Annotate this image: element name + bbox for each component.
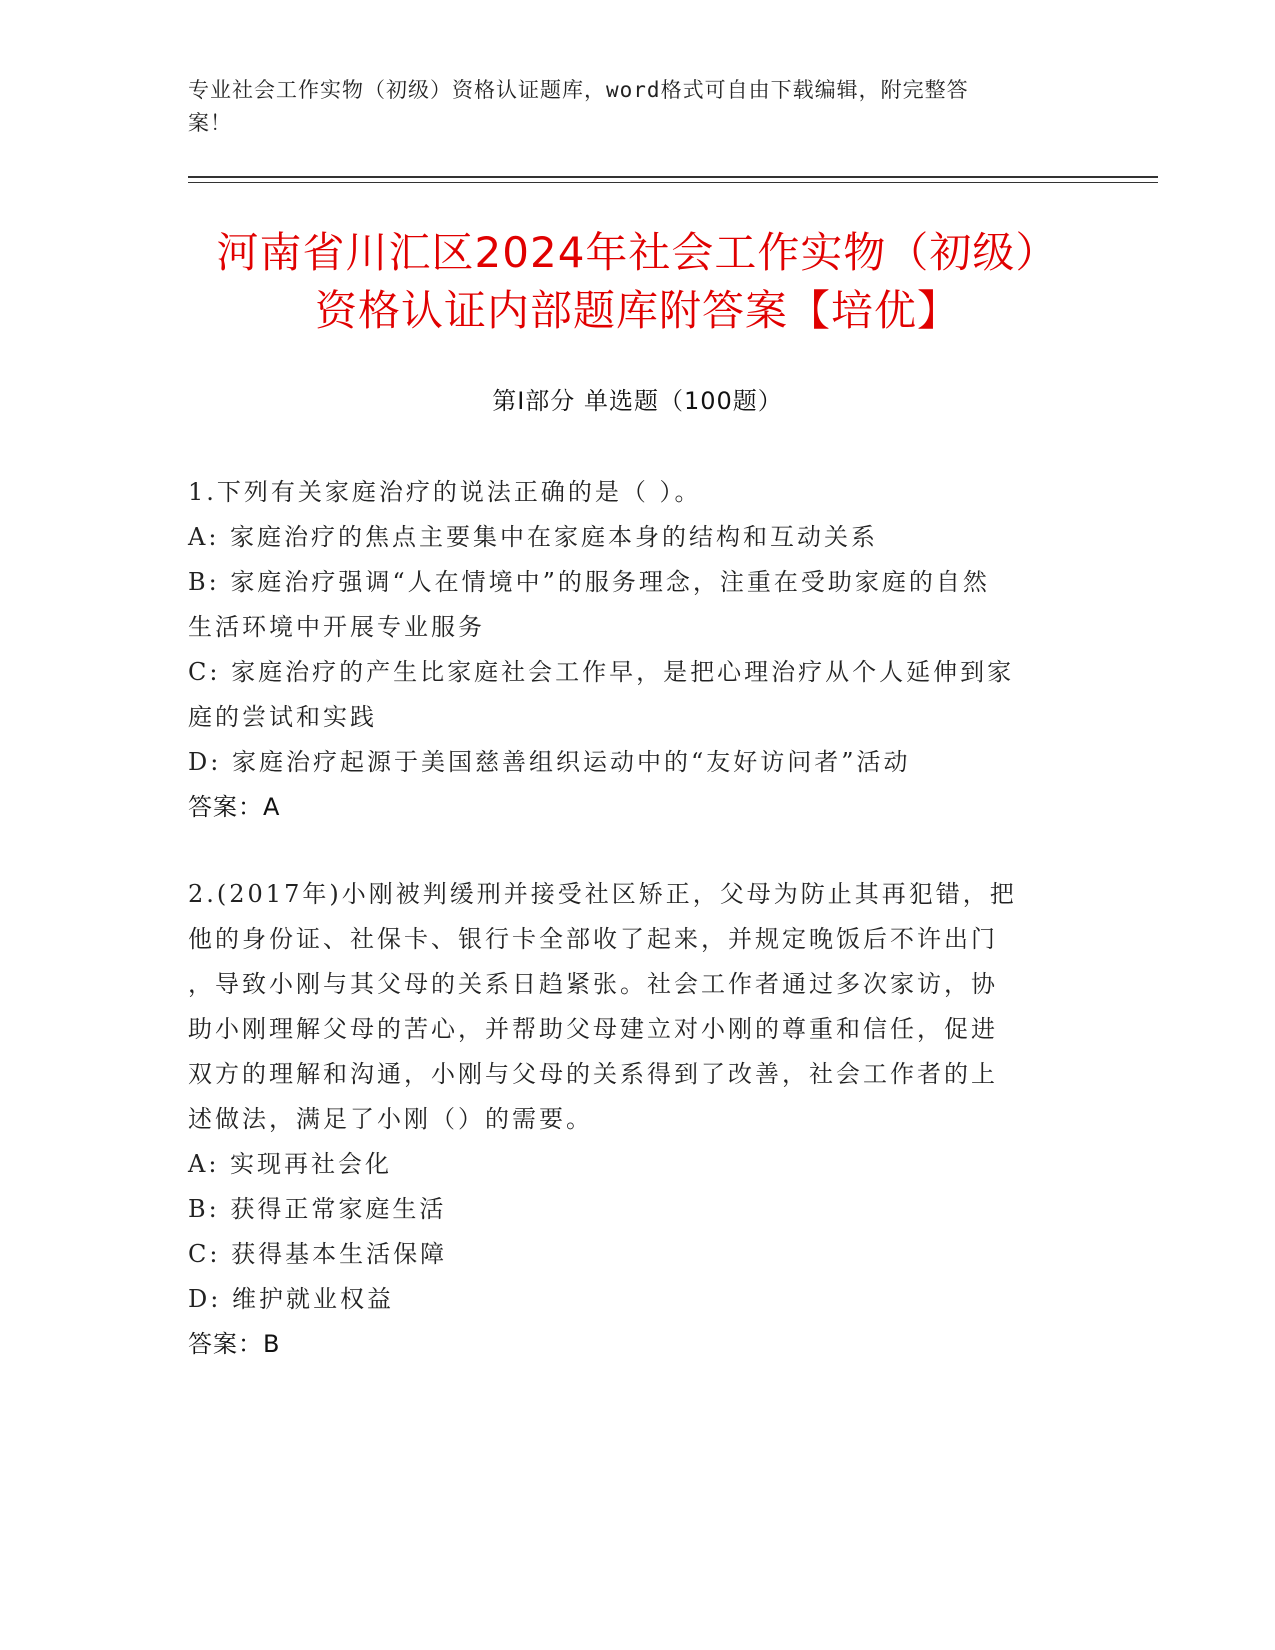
question-item xyxy=(188,470,1078,830)
answer-label: 答案： xyxy=(188,1330,263,1358)
answer-line xyxy=(188,785,1078,830)
question-stem: 1.下列有关家庭治疗的说法正确的是（ ）。 xyxy=(188,478,702,506)
section-title: 第Ⅰ部分 单选题（100题） xyxy=(492,387,783,415)
option-c: C: 家庭治疗的产生比家庭社会工作早，是把心理治疗从个人延伸到家 xyxy=(188,658,1015,686)
option-d: D: 家庭治疗起源于美国慈善组织运动中的“友好访问者”活动 xyxy=(188,748,911,776)
document-title xyxy=(160,224,1115,340)
question-item xyxy=(188,872,1078,1367)
option-c-continued: 庭的尝试和实践 xyxy=(188,703,377,731)
question-stem-continued: 述做法，满足了小刚（）的需要。 xyxy=(188,1105,593,1133)
answer-value: A xyxy=(263,793,283,821)
question-stem-continued: 助小刚理解父母的苦心，并帮助父母建立对小刚的尊重和信任，促进 xyxy=(188,1015,998,1043)
question-stem: 2.(2017年)小刚被判缓刑并接受社区矫正，父母为防止其再犯错，把 xyxy=(188,880,1017,908)
header-divider-thin xyxy=(188,182,1158,183)
answer-line xyxy=(188,1322,1078,1367)
header-note-line: 专业社会工作实物（初级）资格认证题库，word格式可自由下载编辑，附完整答 xyxy=(188,78,969,102)
option-a: A: 实现再社会化 xyxy=(188,1150,393,1178)
header-note xyxy=(188,74,1068,140)
option-b: B: 家庭治疗强调“人在情境中”的服务理念，注重在受助家庭的自然 xyxy=(188,568,990,596)
question-stem-continued: 双方的理解和沟通，小刚与父母的关系得到了改善，社会工作者的上 xyxy=(188,1060,998,1088)
option-b: B: 获得正常家庭生活 xyxy=(188,1195,447,1223)
header-note-line: 案！ xyxy=(188,111,232,135)
question-stem-continued: ，导致小刚与其父母的关系日趋紧张。社会工作者通过多次家访，协 xyxy=(188,970,998,998)
option-c: C: 获得基本生活保障 xyxy=(188,1240,448,1268)
option-b-continued: 生活环境中开展专业服务 xyxy=(188,613,485,641)
document-title-line: 河南省川汇区2024年社会工作实物（初级） xyxy=(216,228,1059,277)
document-title-line: 资格认证内部题库附答案【培优】 xyxy=(314,286,960,335)
answer-label: 答案： xyxy=(188,793,263,821)
header-divider-thick xyxy=(188,176,1158,178)
question-stem-continued: 他的身份证、社保卡、银行卡全部收了起来，并规定晚饭后不许出门 xyxy=(188,925,998,953)
answer-value: B xyxy=(263,1330,283,1358)
option-a: A: 家庭治疗的焦点主要集中在家庭本身的结构和互动关系 xyxy=(188,523,879,551)
option-d: D: 维护就业权益 xyxy=(188,1285,394,1313)
